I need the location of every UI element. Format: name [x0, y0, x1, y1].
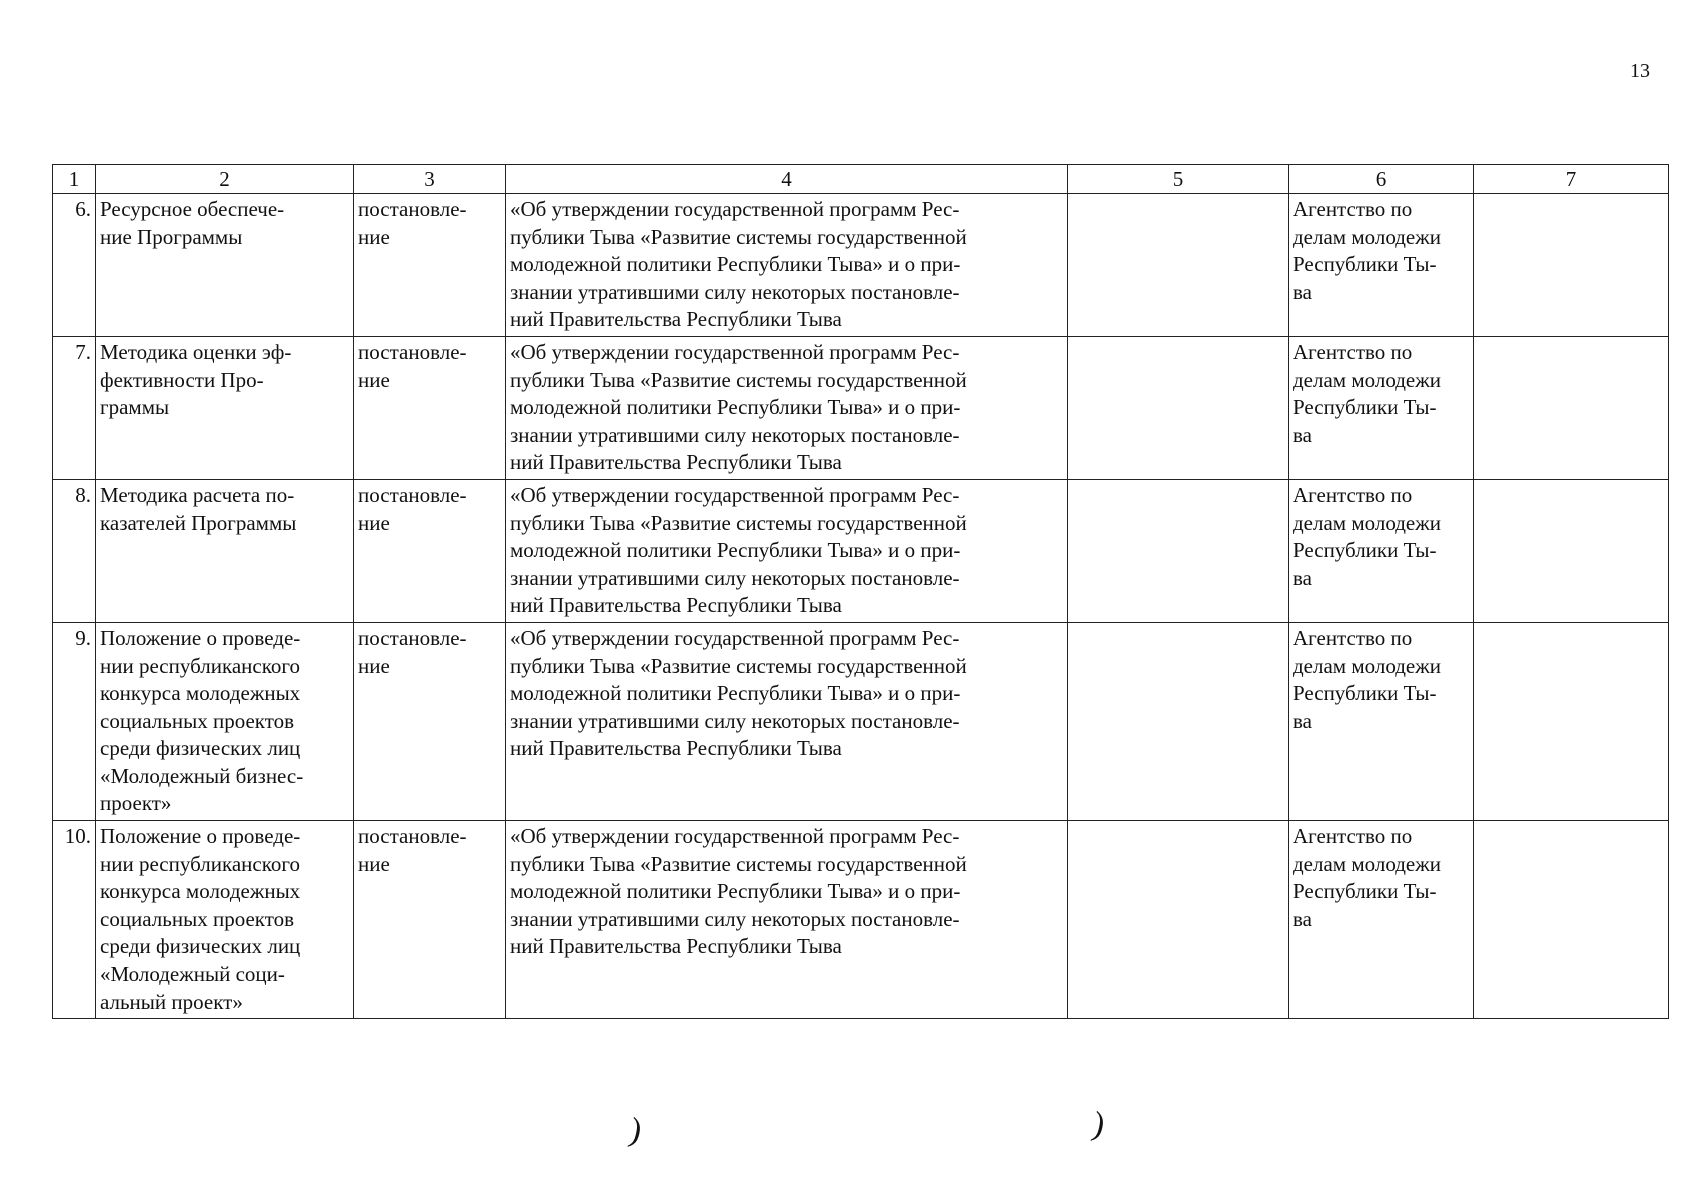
- row-number: 10.: [53, 821, 96, 1019]
- table-row: [53, 821, 1669, 1019]
- table-row: [53, 194, 1669, 337]
- cell-col-7: [1474, 622, 1669, 820]
- executor: Агентство по делам молодежи Республики Ты- ва: [1289, 622, 1474, 820]
- table-row: [53, 479, 1669, 622]
- table-row: [53, 336, 1669, 479]
- document-title: «Об утверждении государственной программ Рес- публики Тыва «Развитие системы государственной молодежной политики Республики Тыва» и о при- знании утратившими силу некоторых постановле- ний Правительства Республики Тыва: [506, 821, 1068, 1019]
- document-title: «Об утверждении государственной программ Рес- публики Тыва «Развитие системы государственной молодежной политики Республики Тыва» и о при- знании утратившими силу некоторых постановле- ний Правительства Республики Тыва: [506, 622, 1068, 820]
- document-name: Методика оценки эф- фективности Про- граммы: [96, 336, 354, 479]
- header-col-1: 1: [53, 165, 96, 194]
- row-number: 6.: [53, 194, 96, 337]
- executor: Агентство по делам молодежи Республики Ты- ва: [1289, 194, 1474, 337]
- document-name: Положение о проведе- нии республиканского конкурса молодежных социальных проектов среди физических лиц «Молодежный бизнес- проект»: [96, 622, 354, 820]
- header-col-5: 5: [1068, 165, 1289, 194]
- document-name: Методика расчета по- казателей Программы: [96, 479, 354, 622]
- cell-col-5: [1068, 336, 1289, 479]
- cell-col-5: [1068, 194, 1289, 337]
- document-title: «Об утверждении государственной программ Рес- публики Тыва «Развитие системы государственной молодежной политики Республики Тыва» и о при- знании утратившими силу некоторых постановле- ний Правительства Республики Тыва: [506, 336, 1068, 479]
- row-number: 9.: [53, 622, 96, 820]
- executor: Агентство по делам молодежи Республики Ты- ва: [1289, 821, 1474, 1019]
- header-col-6: 6: [1289, 165, 1474, 194]
- document-table: [52, 164, 1669, 1019]
- cell-col-7: [1474, 336, 1669, 479]
- handwritten-mark: ): [626, 1111, 646, 1150]
- document-type: постановле- ние: [354, 479, 506, 622]
- cell-col-5: [1068, 821, 1289, 1019]
- header-col-3: 3: [354, 165, 506, 194]
- cell-col-7: [1474, 194, 1669, 337]
- handwritten-mark: ): [1089, 1105, 1109, 1144]
- page-number: 13: [1630, 60, 1650, 82]
- table-row: [53, 622, 1669, 820]
- document-name: Положение о проведе- нии республиканского конкурса молодежных социальных проектов среди физических лиц «Молодежный соци- альный проект»: [96, 821, 354, 1019]
- cell-col-5: [1068, 622, 1289, 820]
- row-number: 7.: [53, 336, 96, 479]
- header-col-2: 2: [96, 165, 354, 194]
- table-header-row: [53, 165, 1669, 194]
- document-title: «Об утверждении государственной программ Рес- публики Тыва «Развитие системы государственной молодежной политики Республики Тыва» и о при- знании утратившими силу некоторых постановле- ний Правительства Республики Тыва: [506, 479, 1068, 622]
- cell-col-7: [1474, 821, 1669, 1019]
- document-type: постановле- ние: [354, 821, 506, 1019]
- cell-col-7: [1474, 479, 1669, 622]
- document-title: «Об утверждении государственной программ Рес- публики Тыва «Развитие системы государственной молодежной политики Республики Тыва» и о при- знании утратившими силу некоторых постановле- ний Правительства Республики Тыва: [506, 194, 1068, 337]
- cell-col-5: [1068, 479, 1289, 622]
- executor: Агентство по делам молодежи Республики Ты- ва: [1289, 336, 1474, 479]
- document-type: постановле- ние: [354, 194, 506, 337]
- header-col-7: 7: [1474, 165, 1669, 194]
- document-name: Ресурсное обеспече- ние Программы: [96, 194, 354, 337]
- document-type: постановле- ние: [354, 622, 506, 820]
- row-number: 8.: [53, 479, 96, 622]
- document-type: постановле- ние: [354, 336, 506, 479]
- header-col-4: 4: [506, 165, 1068, 194]
- executor: Агентство по делам молодежи Республики Ты- ва: [1289, 479, 1474, 622]
